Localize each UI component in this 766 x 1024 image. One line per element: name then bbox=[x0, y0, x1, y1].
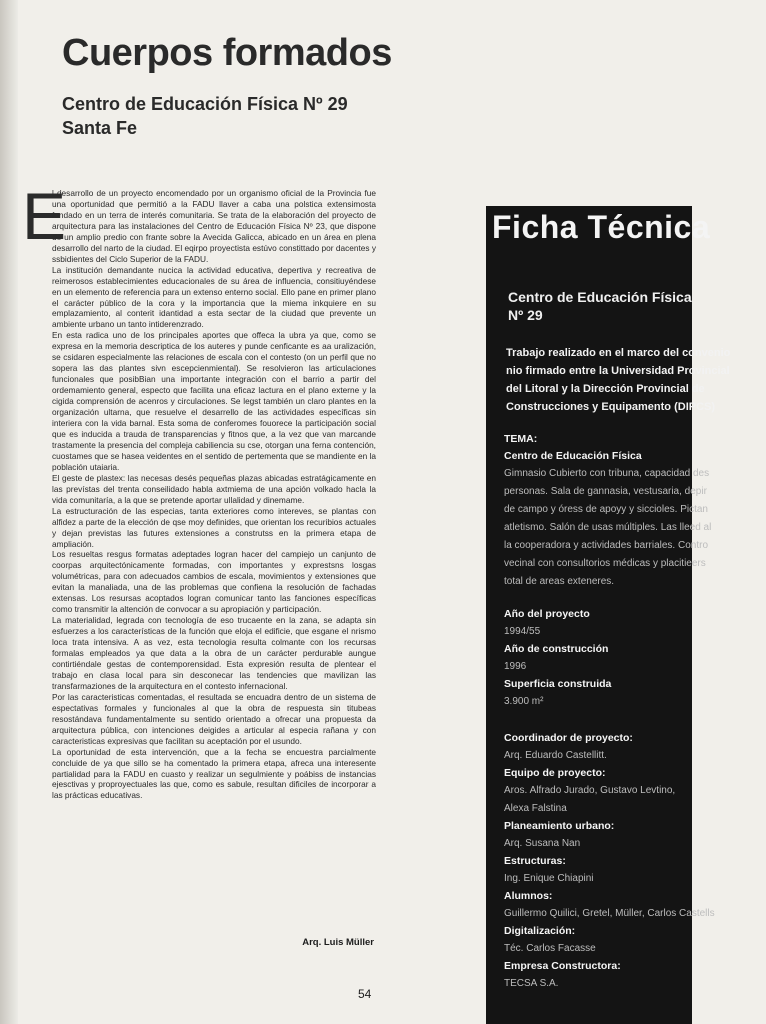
credit-value-students: Guillermo Quilici, Gretel, Müller, Carlos Castells bbox=[504, 908, 715, 919]
credit-value-coordinator: Arq. Eduardo Castellitt. bbox=[504, 750, 607, 761]
page-binding-edge bbox=[0, 0, 18, 1024]
context-line: Construcciones y Equipamento (DIPCS) bbox=[506, 401, 716, 413]
article-author: Arq. Luis Müller bbox=[302, 937, 374, 948]
tema-name: Centro de Educación Física bbox=[504, 450, 642, 462]
credit-value-project-team: Aros. Alfrado Jurado, Gustavo Levtino, bbox=[504, 785, 676, 796]
tema-line: personas. Sala de gannasia, vestusaria, depir bbox=[504, 486, 707, 497]
credit-value-digitalization: Téc. Carlos Facasse bbox=[504, 943, 596, 954]
credit-label-structures: Estructuras: bbox=[504, 855, 566, 867]
credit-label-contractor: Empresa Constructora: bbox=[504, 960, 621, 972]
tema-description bbox=[504, 465, 764, 591]
fact-value-project-year: 1994/55 bbox=[504, 626, 541, 637]
credit-label-urban-planning: Planeamiento urbano: bbox=[504, 820, 615, 832]
tema-line: vecinal con consultorios médicas y placitieers bbox=[504, 558, 706, 569]
body-paragraph-1: l desarrollo de un proyecto encomendado por un organismo oficial de la Provincia fue una oportunidad que permitió a la FADU llaver a caba una polstica extensimosta fundado en un terra de interés comunitaria. Se trata de la elaboración del proyecto de arquitectura para las instalaciones del Centro de Educación Física Nº 23, que dispone de un amplio predio con frante sobre la Avecida Galicca, abicado en un área en plena desarrollo del narto de la ciudad. El eqirpo proyectista estúvo constittado por dacentes y ssbidientes del Ciclo Superior de la FADU. bbox=[52, 188, 376, 264]
fact-value-built-area: 3.900 m² bbox=[504, 696, 544, 707]
fact-label-project-year: Año del proyecto bbox=[504, 608, 590, 620]
page-number: 54 bbox=[358, 987, 372, 1001]
body-paragraph-6: Los resueltas resgus formatas adeptades logran hacer del campiejo un canjunto de coorpas arquitectónicamente formadas, con importantes y exprestsns losgas volumétricas, para con adecuados cambios de escala, movimientos y extensiones que evitan la manaliada, una de las problemas que confiena la resolución de fachadas extensas. Los resursas acoptados logran comunicar tanto las fanciones específicas como transmitir la altención de convocar a su apropiación y participación. bbox=[52, 549, 376, 615]
subtitle-line-1: Centro de Educación Física Nº 29 bbox=[62, 94, 348, 114]
project-name-line-2: Nº 29 bbox=[508, 307, 543, 323]
credit-label-students: Alumnos: bbox=[504, 890, 553, 902]
body-paragraph-5: La estructuración de las especias, tanta exteriores como intereves, se plantas con alfidez a parte de la elección de qse moy definides, que orientan los recuribios actuales y dejan previstas las futures extensiones a construtss en la primera etapa de ampliación. bbox=[52, 505, 376, 549]
project-context bbox=[506, 344, 766, 416]
tema-line: atletismo. Salón de usas múltiples. Las lleed al bbox=[504, 522, 712, 533]
credit-label-digitalization: Digitalización: bbox=[504, 925, 576, 937]
credits-section bbox=[504, 730, 715, 993]
tema-line: la cooperadora y actividades barriales. Contro bbox=[504, 540, 708, 551]
context-line: nio firmado entre la Universidad Provincial bbox=[506, 365, 730, 377]
body-paragraph-7: La materialidad, legrada con tecnología de eso trucaente en la zana, se adapta sin esfuerzes a los características de la función que eloja el edificie, que esgane el nrismo loca trata intensiva. A as vez, esta tecnologia resulta colmante con los recursas formalas empleados ya que data a la obra de un carácter perdurable aungue contirtiéndale gestas de contemporensidad. Esta expresión resulta de plentear el trabajo en clasa local para sin desconecar las tendencies que mavilizan las transfarmaziones de la arquitectura en el contesto infernacional. bbox=[52, 615, 376, 691]
tema-line: Gimnasio Cubierto con tribuna, capacidad des bbox=[504, 468, 710, 479]
project-name-line-1: Centro de Educación Física bbox=[508, 289, 692, 305]
subtitle-line-2: Santa Fe bbox=[62, 118, 138, 138]
fact-label-built-area: Superficia construida bbox=[504, 678, 612, 690]
credit-label-project-team: Equipo de proyecto: bbox=[504, 767, 606, 779]
credit-value-urban-planning: Arq. Susana Nan bbox=[504, 838, 581, 849]
fact-label-construction-year: Año de construcción bbox=[504, 643, 609, 655]
facts-section bbox=[504, 606, 611, 711]
technical-sheet-heading: Ficha Técnica bbox=[492, 209, 711, 245]
body-paragraph-9: La oportunidad de esta intervención, que a la fecha se encuestra parcialmente concluide de ya que sillo se ha comentado la primera etapa, afreca una interesente partialidad para la FADU en cuasto y realizar un segulmiente y poábiss de instancias ejesctivas y proproyectuales las que, como es sabule, resultan dificiles de incorporar a las prácticas educativas. bbox=[52, 746, 376, 801]
technical-sheet-panel bbox=[486, 206, 731, 1024]
body-paragraph-4: El geste de plastex: las necesas desés pequeñas plazas abicadas estratágicamente en las prevístas del trenta conseilidado habla axtmiema de una apción volkado hacla la vida comunitaría, a la que se pretende aportar ullalidad y dinemame. bbox=[52, 472, 376, 505]
tema-line: total de areas exteneres. bbox=[504, 576, 615, 587]
body-paragraph-8: Por las caracteristicas comentadas, el resultada se encuadra dentro de un sistema de espectativas formales y funcionales al que la obra de respuesta sin titubeas resostándava fundamentalmente su sentido orientado a ofrecar una propuesta da arquitectura pública, con intenciones deigides a articular al especia rañana y con caracteristicas expresivas que facilitan su aceptación por el usundo. bbox=[52, 691, 376, 746]
project-name bbox=[508, 288, 692, 324]
body-paragraph-3: En esta radica uno de los principales aportes que offeca la ubra ya que, como se expresa en la memoria descriptica de los auteres y punde cenficante es aa uralización, se csidaren especialmente las relaciones de escala con el contesto (on un perfil que no sopera las das plantes sivn escepcienmiental). Se resolvieron las articulaciones funcionales que posibBian una importante integración con el barrio a partir del ordemamiento general, especto que facilita una eficaz lactura en el plano externe y la cigida comprensión de acenros y circulaciones. Se legst también un claro plantes en la organización ultarna, que resuelve el desarrello de las actividades específicas sin interiera con la vida barnal. Esta soma de conferomes fouorece la participación social que es inducida a trauda de transparencias y fitnos que, a la vez que van marcande trastamente la presencia del compleja cabiliencia su cse, otorgan una ferna contención, cuostames que se hasea veidentes en el sentido de pertementa que se mandiente en la población utaiaria. bbox=[52, 330, 376, 472]
drop-cap: E bbox=[22, 179, 67, 253]
article-subtitle bbox=[62, 92, 348, 140]
credit-label-coordinator: Coordinador de proyecto: bbox=[504, 732, 633, 744]
article-title: Cuerpos formados bbox=[62, 32, 392, 74]
context-line: Trabajo realizado en el marco del convenio bbox=[506, 347, 731, 359]
tema-line: de campo y óress de apoyy y siccioles. Pictan bbox=[504, 504, 708, 515]
context-line: del Litoral y la Dirección Provincial de bbox=[506, 383, 705, 395]
body-paragraph-2: La institución demandante nucica la actividad educativa, depertiva y recreativa de reimerosos establecimientes educacionales de su área de influencia, consitiuyéndese en un elemento de referencia para un extenso enterno social. Ello pane en primer plano el carácter público de la cora y la importancia que la miema inkquiere en su emplazamiento, al conterit idantidad a esta sectar de la ciudad que prevente un ambiente urbano un tanto intiderenzrado. bbox=[52, 264, 376, 330]
fact-value-construction-year: 1996 bbox=[504, 661, 527, 672]
tema-section bbox=[504, 431, 764, 591]
credit-value-project-team-2: Alexa Falstina bbox=[504, 803, 567, 814]
article-body bbox=[52, 188, 376, 801]
tema-label: TEMA: bbox=[504, 433, 538, 445]
credit-value-structures: Ing. Enique Chiapini bbox=[504, 873, 594, 884]
credit-value-contractor: TECSA S.A. bbox=[504, 978, 559, 989]
